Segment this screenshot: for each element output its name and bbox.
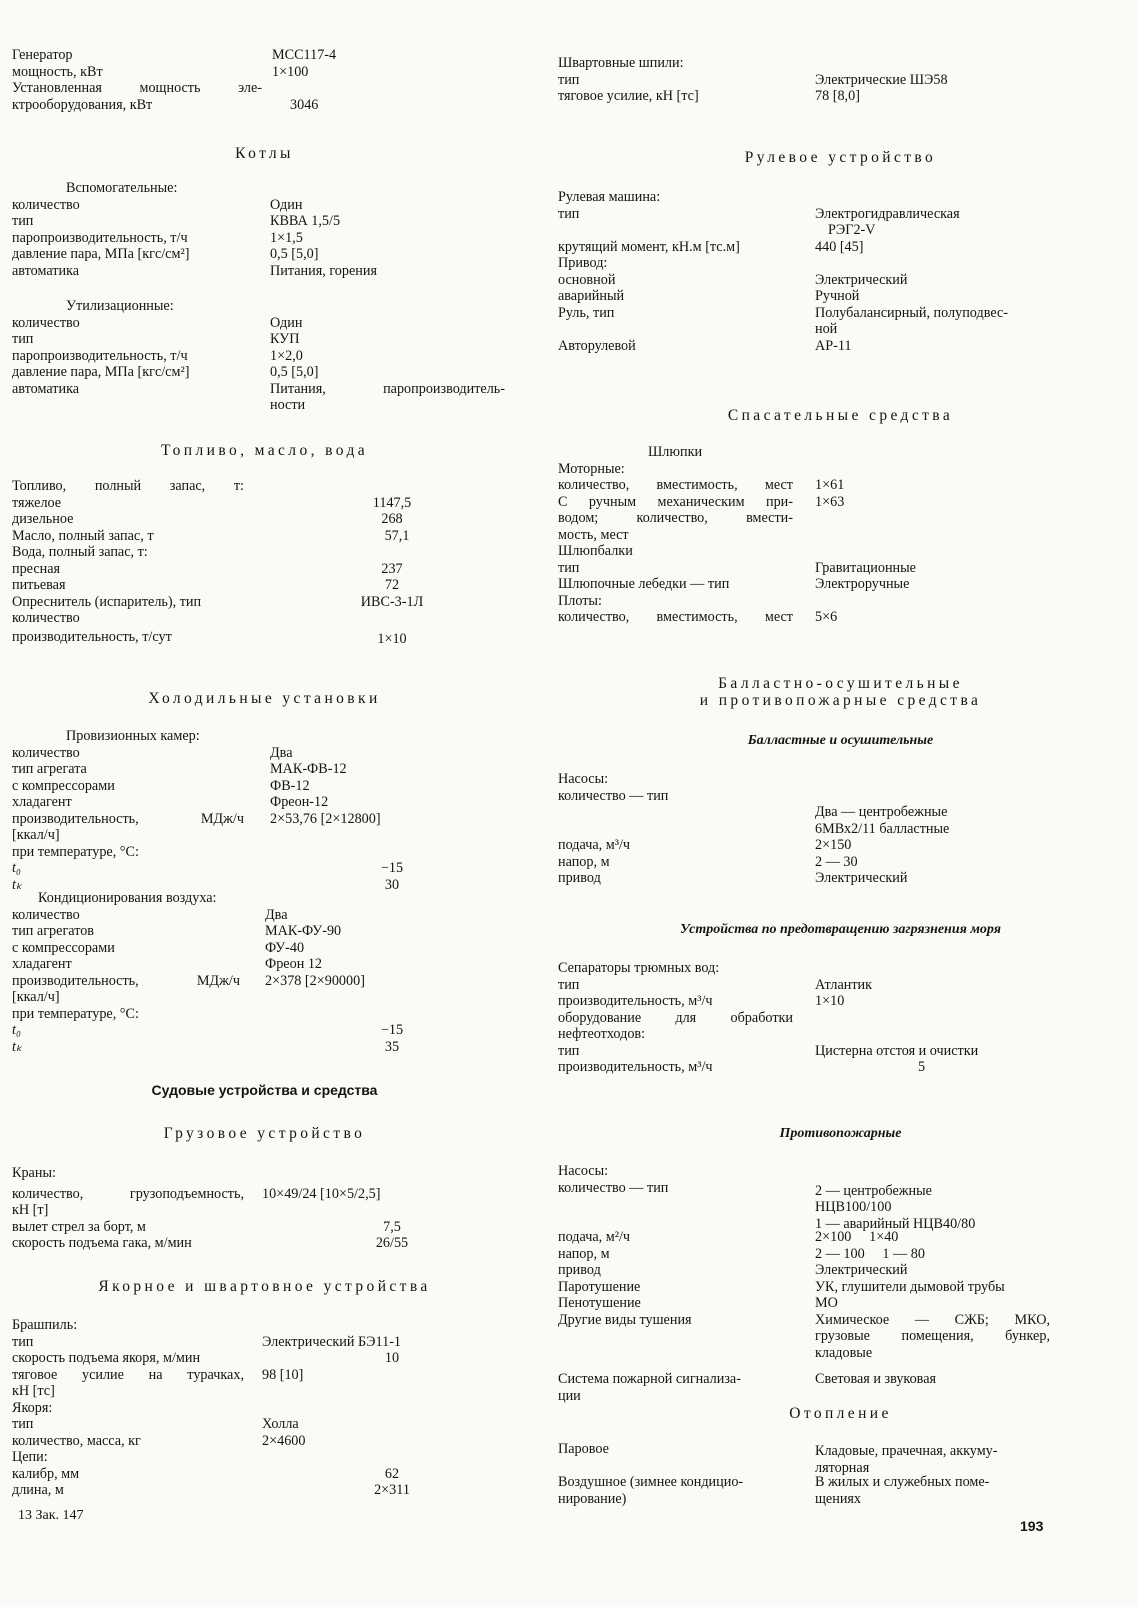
spec-label: хладагент [12,956,72,972]
cargo-section [12,1165,517,1252]
spec-label: кН [тс] [12,1383,55,1399]
spec-value: Два [265,906,288,923]
spec-value: РЭГ2-V [828,222,876,238]
spec-label: дизельное [12,511,74,527]
spec-label: длина, м [12,1482,64,1498]
spec-label: Вода, полный запас, т: [12,544,148,560]
spec-value: Цистерна отстоя и очистки [815,1042,979,1059]
spec-value: 5×6 [815,609,838,625]
spec-value: Питания, паропроизводитель- [270,380,505,397]
spec-label: тяговое усилие на турачках, [12,1366,244,1383]
heating-section [558,1441,1123,1507]
spec-value: АР-11 [815,337,852,354]
spec-value: Два [270,744,293,761]
spec-value: 1147,5 [372,494,412,511]
spec-value: Электрогидравлическая [815,205,960,222]
steering-section [558,189,1123,354]
spec-label: Масло, полный запас, т [12,527,154,544]
spec-label: основной [558,271,616,288]
spec-value: 98 [10] [262,1366,304,1383]
spec-label: Шлюпочные лебедки — тип [558,576,730,592]
spec-label: давление пара, МПа [кгс/см²] [12,246,190,262]
spec-label: количество — тип [558,787,669,804]
section-heading-ballast [558,676,1123,709]
spec-label: Установленная мощность эле- [12,80,262,96]
spec-value: ляторная [815,1459,870,1476]
spec-label: Другие виды тушения [558,1311,692,1328]
spec-label: Цепи: [12,1449,48,1465]
spec-value: Электрический [815,870,908,886]
spec-value: 440 [45] [815,238,864,255]
spec-value: 26/55 [375,1235,409,1251]
spec-value: 1×63 [815,493,845,510]
spec-label: Краны: [12,1165,56,1181]
spec-value: 10×49/24 [10×5/2,5] [262,1185,381,1202]
spec-value: КВВА 1,5/5 [270,213,341,229]
section-heading-fuel: Топливо, масло, вода [160,442,369,459]
spec-label: привод [558,870,601,886]
spec-value: Световая и звуковая [815,1371,937,1387]
spec-label: ктрооборудования, кВт [12,96,153,113]
spec-value: 2×53,76 [2×12800] [270,810,381,827]
spec-label: количество, вместимость, мест [558,609,793,625]
spec-label: скорость подъема гака, м/мин [12,1235,192,1251]
spec-label: количество [12,196,80,213]
spec-value: щениях [815,1490,862,1507]
spec-value: Полубалансирный, полуподвес- [815,304,1008,321]
spec-value: 268 [381,511,403,527]
spec-label: хладагент [12,794,72,810]
spec-value: 1×1,5 [270,229,303,246]
spec-value: −15 [380,1022,404,1038]
spec-value: ФУ-40 [265,939,305,956]
spec-label: количество — тип [558,1179,669,1196]
spec-value: В жилых и служебных поме- [815,1474,990,1490]
spec-value: 2×311 [374,1482,410,1498]
spec-value: −15 [380,860,404,876]
spec-value: Электрический [815,1262,908,1278]
spec-label: тип [12,1333,34,1350]
spec-value: Холла [262,1416,299,1432]
spec-label: тип [558,976,580,993]
spec-label: тип [558,205,580,222]
fuel-section [12,478,517,645]
spec-label: тип [12,213,34,229]
spec-value: Кладовые, прачечная, аккуму- [815,1443,998,1459]
spec-value: 3046 [290,96,319,113]
spec-label: тяговое усилие, кН [тс] [558,88,699,104]
spec-value: 6МВх2/11 балластные [815,820,950,837]
spec-value: 2 — центробежные [815,1182,932,1199]
spec-label: ции [558,1387,581,1404]
spec-label: крутящий момент, кН.м [тс.м] [558,238,740,255]
spec-label: автоматика [12,380,80,397]
subheading: Вспомогательные: [66,180,178,196]
spec-label: тип [558,559,580,576]
subheading: Провизионных камер: [66,728,200,744]
spec-value: Фреон-12 [270,794,329,810]
spec-label: напор, м [558,1245,610,1262]
spec-value: 0,5 [5,0] [270,364,319,380]
section-heading-anchor: Якорное и швартовное устройства [98,1278,431,1295]
spec-label: t₀ [12,1022,21,1038]
spec-label: подача, м²/ч [558,1229,631,1245]
spec-label: количество, грузоподъемность, [12,1185,244,1202]
spec-label: t₀ [12,860,21,876]
spec-label: мощность, кВт [12,63,103,80]
spec-value: 1 — аварийный НЦВ40/80 [815,1215,976,1232]
section-heading-heating: Отопление [789,1405,892,1422]
section-heading-rescue: Спасательные средства [727,407,954,424]
spec-label: питьевая [12,577,66,593]
spec-label: количество [12,314,80,331]
spec-label: Паротушение [558,1278,641,1295]
section-heading-refrigeration: Холодильные установки [148,690,381,707]
spec-value: 30 [384,876,400,893]
spec-value: Атлантик [815,976,873,993]
subheading: Шлюпки [648,444,703,460]
spec-label: Моторные: [558,460,625,477]
spec-value: Электрический [815,271,908,288]
spec-value: ной [815,321,838,337]
spec-label: tₖ [12,876,22,893]
spec-value: 5 [918,1059,926,1075]
section-heading-cargo: Грузовое устройство [163,1125,366,1142]
spec-label: тип [558,1042,580,1059]
spec-label: Руль, тип [558,304,615,321]
spec-value: Химическое — СЖБ; МКО, [815,1311,1050,1328]
subheading: Кондиционирования воздуха: [38,890,217,906]
spec-value: Гравитационные [815,559,916,576]
spec-value: Фреон 12 [265,956,323,972]
spec-label: тип агрегатов [12,923,94,939]
spec-label: производительность, МДж/ч [12,810,244,827]
subheading: Утилизационные: [66,298,174,314]
spec-label: нефтеотходов: [558,1026,646,1042]
spec-value: 2×100 1×40 [815,1229,899,1245]
spec-value: ФВ-12 [270,777,310,794]
spec-value: Два — центробежные [815,804,948,820]
spec-label: производительность, т/сут [12,628,172,645]
section-heading-boilers: Котлы [235,145,294,162]
spec-label: производительность, м³/ч [558,1059,713,1075]
spec-label: с компрессорами [12,777,115,794]
ballast-section [558,771,1123,887]
spec-value: 10 [384,1350,400,1366]
spec-label: скорость подъема якоря, м/мин [12,1350,201,1366]
spec-label: Топливо, полный запас, т: [12,478,244,494]
anchor-section [12,1317,517,1499]
spec-label: тяжелое [12,494,62,511]
spec-label: при температуре, °С: [12,843,139,860]
spec-label: оборудование для обработки [558,1009,793,1026]
spec-label: производительность, МДж/ч [12,972,240,989]
spec-value: кладовые [815,1344,873,1361]
spec-value: КУП [270,331,300,347]
spec-label: паропроизводительность, т/ч [12,229,188,246]
spec-value: 1×100 [272,63,309,80]
spec-label: количество, масса, кг [12,1432,141,1449]
spec-label: тип агрегата [12,761,87,777]
subheading-ballast: Балластные и осушительные [747,733,934,748]
spec-label: tₖ [12,1038,22,1055]
spec-label: количество, вместимость, мест [558,477,793,493]
spec-label: Рулевая машина: [558,189,661,205]
spec-value: 72 [384,577,400,593]
spec-value: Один [270,196,303,213]
spec-label: с компрессорами [12,939,115,956]
spec-label: [ккал/ч] [12,989,60,1005]
boilers-section [12,180,517,279]
spec-label: пресная [12,560,61,577]
spec-value: 57,1 [384,527,410,544]
spec-value: 2×150 [815,837,852,853]
spec-label: Пенотушение [558,1295,641,1311]
air-conditioning-section [12,890,517,1055]
section-heading-steering: Рулевое устройство [744,149,937,166]
spec-value: ИВС-3-1Л [360,593,424,610]
spec-label: при температуре, °С: [12,1005,139,1022]
spec-value: 0,5 [5,0] [270,246,319,262]
spec-label: Паровое [558,1441,609,1457]
spec-label: автоматика [12,262,80,279]
spec-value: 1×61 [815,477,845,493]
spec-value: НЦВ100/100 [815,1199,892,1215]
subheading-pollution: Устройства по предотвращению загрязнения моря [680,922,1001,937]
spec-label: напор, м [558,853,610,870]
spec-value: 78 [8,0] [815,88,860,104]
spec-value: ности [270,397,306,413]
spec-value: 2×378 [2×90000] [265,972,365,989]
spec-label: Сепараторы трюмных вод: [558,960,720,976]
spec-value: Электрический БЭ11-1 [262,1333,402,1350]
pollution-section [558,960,1123,1076]
spec-label: нирование) [558,1490,627,1507]
spec-value: Питания, горения [270,262,377,279]
spec-label: подача, м³/ч [558,837,631,853]
fire-section [558,1163,1123,1404]
refrigeration-section [12,728,517,893]
section-heading-ship-devices: Судовые устройства и средства [151,1082,378,1098]
spec-value: 2 — 30 [815,853,858,870]
spec-label: Система пожарной сигнализа- [558,1371,741,1387]
spec-value: 1×10 [815,993,845,1009]
spec-label: производительность, м³/ч [558,993,713,1009]
spec-label: водом; количество, вмести- [558,510,793,526]
util-boilers-section [12,298,517,414]
spec-label: Якоря: [12,1399,53,1416]
spec-label: количество [12,744,80,761]
spec-label: Воздушное (зимнее кондицио- [558,1474,744,1490]
spec-label: С ручным механическим при- [558,493,793,510]
spec-label: Шлюпбалки [558,543,633,559]
spec-label: Брашпиль: [12,1317,78,1333]
spec-value: 7,5 [383,1218,401,1235]
spec-label: паропроизводительность, т/ч [12,347,188,364]
spec-value: 2×4600 [262,1432,306,1449]
spec-value: 1×10 [377,630,407,647]
heading-line: и противопожарные средства [699,691,982,709]
spec-value: Ручной [815,288,860,304]
heading-line: Балластно-осушительные [718,675,963,692]
right-column [558,0,1123,1607]
spec-label: Плоты: [558,592,602,609]
spec-label: тип [558,71,580,88]
spec-label: Насосы: [558,771,609,787]
spec-value: 237 [381,560,403,577]
spec-label: Генератор [12,47,73,63]
rescue-section [558,444,1123,626]
spec-label: аварийный [558,288,625,304]
spec-label: тип [12,331,34,347]
spec-value: Электрические ШЭ58 [815,71,948,88]
spec-value: МО [815,1295,838,1311]
spec-label: количество [12,906,80,923]
spec-label: вылет стрел за борт, м [12,1218,146,1235]
spec-value: 35 [384,1038,400,1055]
spec-value: МАК-ФУ-90 [265,923,342,939]
left-column [12,0,517,1607]
spec-label: Швартовные шпили: [558,55,684,71]
spec-label: количество [12,610,80,626]
spec-label: привод [558,1262,601,1278]
page-number: 193 [1020,1518,1044,1534]
spec-value: Один [270,314,303,331]
spec-label: Насосы: [558,1163,609,1179]
spec-label: мость, мест [558,526,629,543]
generator-section [12,47,517,113]
spec-value: 62 [384,1465,400,1482]
spec-label: Авторулевой [558,337,636,354]
spec-value: УК, глушители дымовой трубы [815,1278,1005,1295]
spec-value: МСС117-4 [272,47,337,63]
spec-value: грузовые помещения, бункер, [815,1328,1050,1344]
mooring-section [558,55,1123,105]
spec-value: МАК-ФВ-12 [270,761,347,777]
spec-value: 2 — 100 1 — 80 [815,1245,925,1262]
spec-value: Электроручные [815,576,910,592]
spec-label: тип [12,1416,34,1432]
subheading-fire: Противопожарные [779,1126,902,1141]
spec-label: давление пара, МПа [кгс/см²] [12,364,190,380]
spec-label: Привод: [558,255,608,271]
spec-label: калибр, мм [12,1465,80,1482]
spec-label: Опреснитель (испаритель), тип [12,593,202,610]
spec-label: [ккал/ч] [12,827,60,843]
spec-label: кН [т] [12,1202,49,1218]
spec-value: 1×2,0 [270,347,303,364]
footer-signature: 13 Зак. 147 [18,1508,84,1523]
